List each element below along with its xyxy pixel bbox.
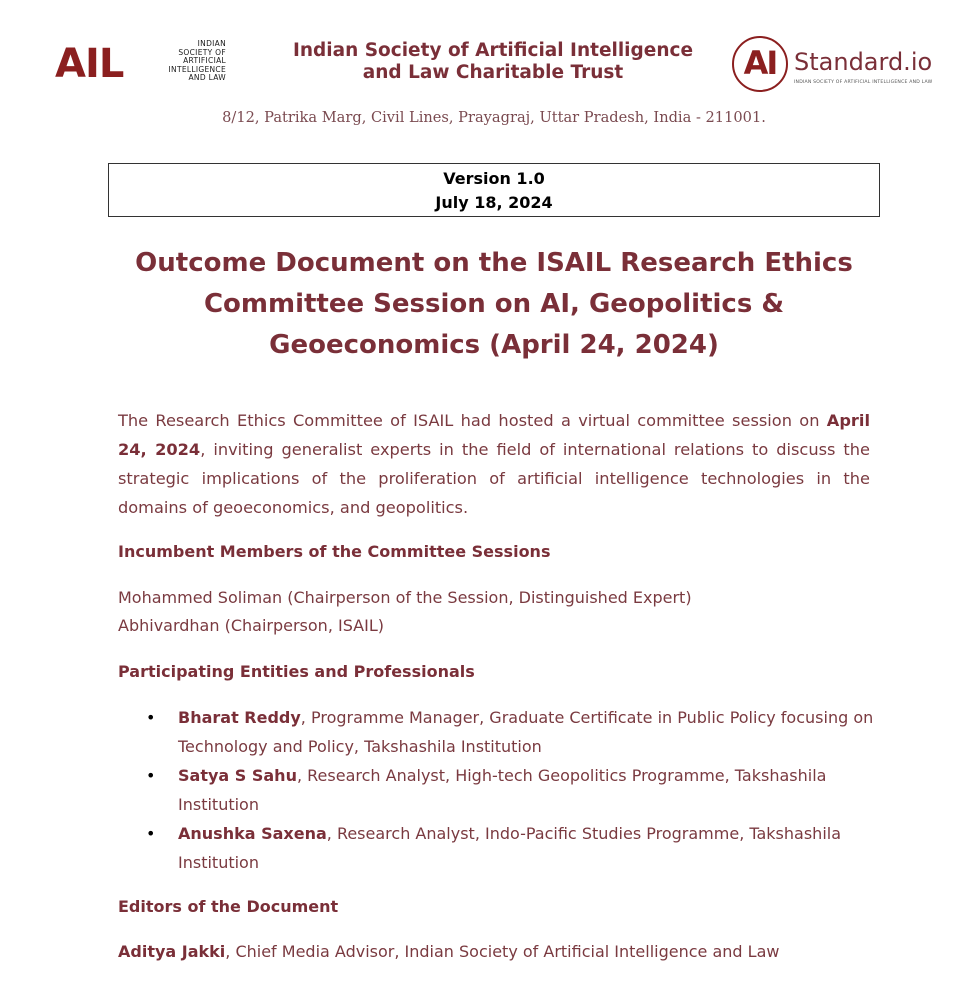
organization-title-line2: and Law Charitable Trust	[362, 62, 624, 83]
document-title-line1: Outcome Document on the ISAIL Research Ethics	[135, 248, 853, 278]
members-heading: Incumbent Members of the Committee Sessions	[118, 542, 551, 561]
participant-item	[118, 703, 878, 761]
bullet-icon: •	[146, 766, 156, 785]
aistandard-logo-mark: AI	[743, 44, 777, 82]
document-title-line2: Committee Session on AI, Geopolitics &	[203, 289, 785, 319]
participants-heading: Participating Entities and Professionals	[118, 662, 475, 681]
ail-logo-text-line: INDIAN	[197, 39, 226, 48]
ail-logo-text-line: ARTIFICIAL	[183, 56, 226, 66]
participants-list	[118, 703, 878, 877]
participant-item	[118, 819, 878, 877]
aistandard-logo-name: Standard.io	[794, 48, 933, 76]
editor-item	[118, 938, 779, 966]
bullet-icon: •	[146, 824, 156, 843]
ail-logo-text-line: INTELLIGENCE	[168, 64, 226, 74]
version-date: July 18, 2024	[435, 193, 553, 212]
document-title	[118, 243, 870, 366]
participant-name: Satya S Sahu	[178, 766, 297, 785]
organization-title-line1: Indian Society of Artificial Intelligence	[292, 40, 694, 61]
editor-name: Aditya Jakki	[118, 942, 226, 961]
intro-text-part2: , inviting generalist experts in the field of international relations to discuss the strategic implications of the proliferation of artificial intelligence technologies in the domains of geoeconomics, and geopolitics.	[118, 440, 870, 517]
intro-paragraph	[118, 406, 870, 522]
ail-logo-text-line: AND LAW	[188, 73, 226, 83]
intro-text-part1: The Research Ethics Committee of ISAIL had hosted a virtual committee session on	[118, 411, 827, 430]
ail-logo-letters: AIL	[55, 41, 124, 87]
ail-logo	[55, 40, 225, 90]
member-item: Mohammed Soliman (Chairperson of the Session, Distinguished Expert)	[118, 588, 692, 607]
participant-name: Bharat Reddy	[178, 708, 301, 727]
editors-heading: Editors of the Document	[118, 897, 339, 916]
ail-logo-text	[148, 40, 226, 83]
participant-item	[118, 761, 878, 819]
organization-title	[270, 40, 716, 84]
participant-role: , Research Analyst, High-tech Geopolitics Programme, Takshashila Institution	[178, 766, 827, 814]
bullet-icon: •	[146, 708, 156, 727]
member-item: Abhivardhan (Chairperson, ISAIL)	[118, 616, 384, 635]
document-title-line3: Geoeconomics (April 24, 2024)	[269, 330, 719, 360]
participant-role: , Programme Manager, Graduate Certificate in Public Policy focusing on Technology and Policy, Takshashila Institution	[178, 708, 874, 756]
participant-role: , Research Analyst, Indo-Pacific Studies Programme, Takshashila Institution	[178, 824, 842, 872]
aistandard-logo-subtitle: INDIAN SOCIETY OF ARTIFICIAL INTELLIGENCE AND LAW	[794, 80, 933, 85]
aistandard-logo	[732, 36, 942, 98]
participant-name: Anushka Saxena	[178, 824, 327, 843]
organization-address: 8/12, Patrika Marg, Civil Lines, Prayagraj, Uttar Pradesh, India - 211001.	[222, 109, 766, 126]
version-label: Version 1.0	[443, 169, 545, 188]
version-box	[108, 163, 880, 217]
ail-logo-text-line: SOCIETY OF	[178, 47, 226, 57]
intro-session-date: April 24, 2024	[118, 411, 870, 459]
editor-role: , Chief Media Advisor, Indian Society of Artificial Intelligence and Law	[225, 942, 780, 961]
